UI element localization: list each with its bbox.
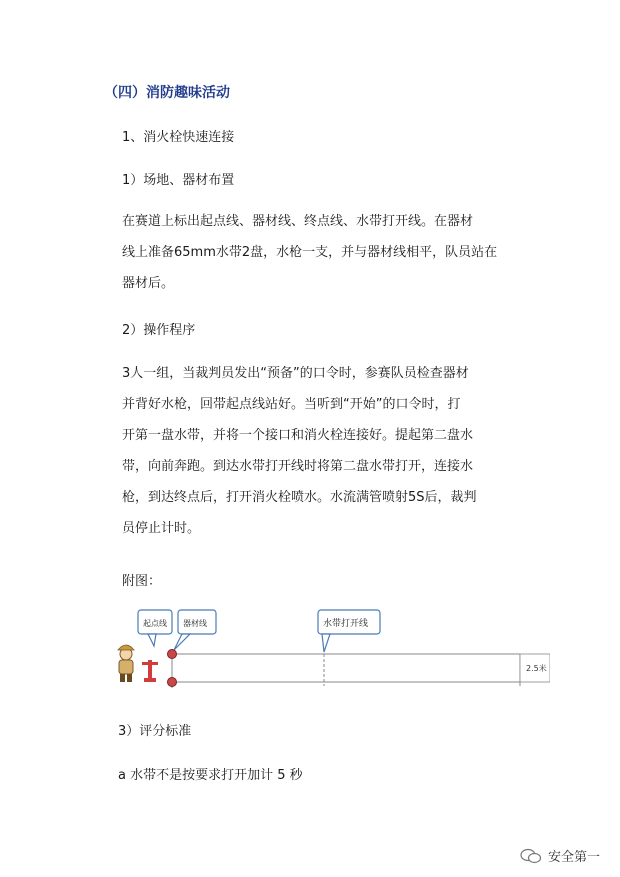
paragraph-line: 在赛道上标出起点线、器材线、终点线、水带打开线。在器材 [122,214,474,229]
callout-hose [318,610,380,652]
layout-paragraph [122,206,542,299]
scoring-rule-a: a 水带不是按要求打开加计 5 秒 [118,768,303,783]
field-diagram [108,604,550,696]
paragraph-line: 3人一组，当裁判员发出“预备”的口令时，参赛队员检查器材 [122,366,469,381]
paragraph-line: 枪，到达终点后，打开消火栓喷水。水流满管喷射5S后，裁判 [122,490,477,505]
paragraph-line: 并背好水枪，回带起点线站好。当听到“开始”的口令时，打 [122,397,461,412]
callout-start [138,610,172,646]
hose-reel-icon-top [168,650,177,659]
callout-hose-label: 水带打开线 [323,619,369,629]
paragraph-line: 员停止计时。 [122,521,201,536]
paragraph-line: 带，向前奔跑。到达水带打开线时将第二盘水带打开，连接水 [122,459,474,474]
subsection-title-layout: 1）场地、器材布置 [122,173,235,188]
procedure-paragraph [122,358,542,544]
paragraph-line: 器材后。 [122,276,175,291]
callout-equip-label: 器材线 [183,619,207,628]
field-diagram-svg [108,604,550,696]
section-heading: （四）消防趣味活动 [104,85,230,101]
figure-label: 附图： [122,574,162,589]
item-title: 1、消火栓快速连接 [122,130,235,145]
callout-start-label: 起点线 [143,619,167,628]
firefighter-icon [118,645,134,682]
subsection-title-scoring: 3）评分标准 [118,724,192,739]
hose-reel-icon-bottom [168,678,177,687]
width-label: 2.5米 [526,664,547,673]
watermark-text: 安全第一 [547,850,600,865]
watermark [520,846,600,865]
subsection-title-procedure: 2）操作程序 [122,323,196,338]
wechat-icon [520,848,542,864]
callout-equip [174,610,216,650]
paragraph-line: 线上准备65mm水带2盘，水枪一支，并与器材线相平，队员站在 [122,245,498,260]
paragraph-line: 开第一盘水带，并将一个接口和消火栓连接好。提起第二盘水 [122,428,474,443]
hydrant-icon [142,660,158,682]
